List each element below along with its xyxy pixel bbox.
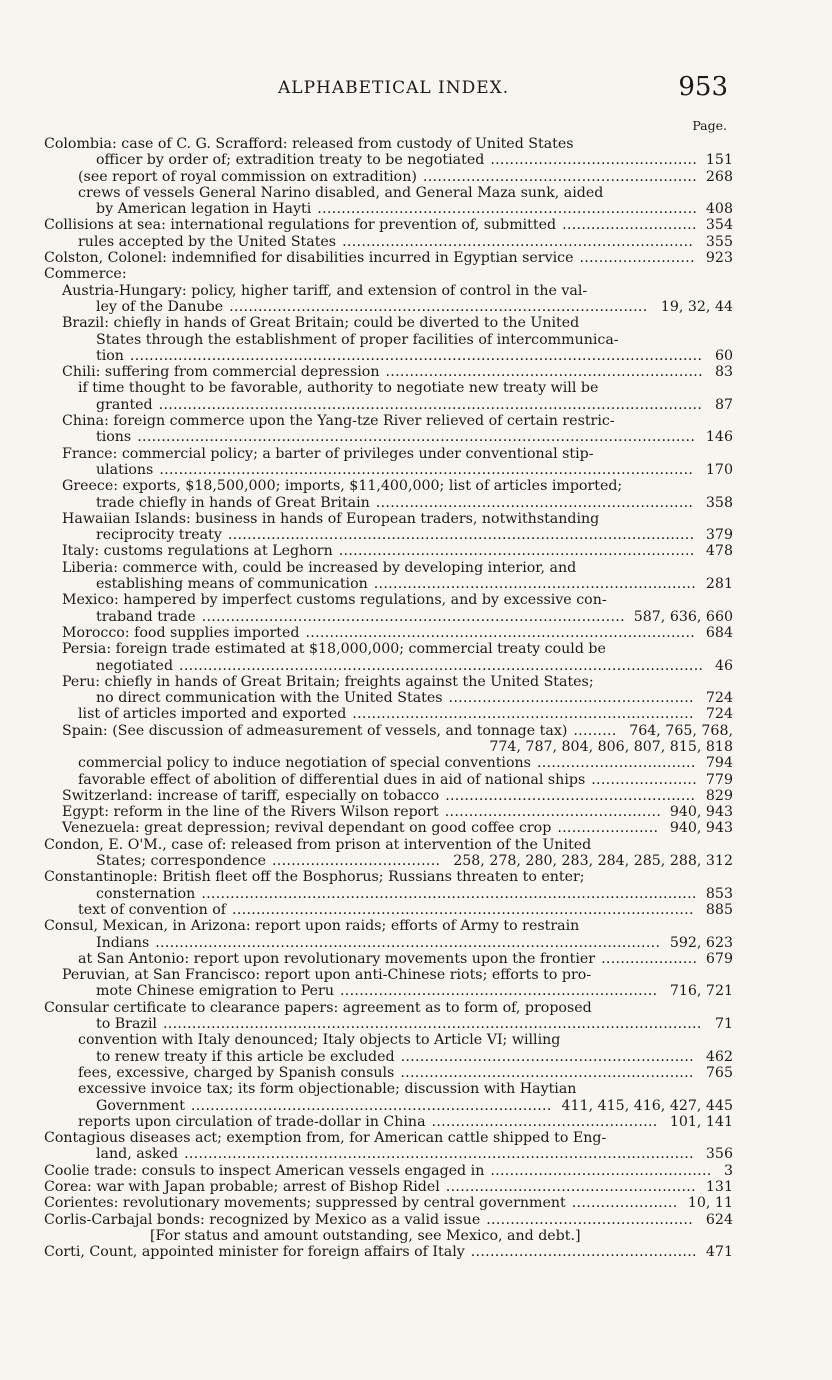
dot-leader: .................................................................. <box>385 364 703 381</box>
entry-text: Consul, Mexican, in Arizona: report upon raids; efforts of Army to restrain <box>44 918 580 935</box>
entry-page-ref: 131 <box>705 1179 733 1195</box>
entry-page-ref: 170 <box>705 461 733 478</box>
dot-leader: ............................ <box>562 217 697 234</box>
index-line <box>0 560 832 576</box>
dot-leader: ...................... <box>571 1195 678 1212</box>
dot-leader: .................................................................................................................... <box>137 429 696 446</box>
index-line <box>0 136 832 152</box>
index-line <box>0 935 832 951</box>
dot-leader: ............................................... <box>470 1244 697 1261</box>
entry-text: Venezuela: great depression; revival dependant on good coffee crop <box>62 820 552 837</box>
index-line <box>0 185 832 201</box>
entry-text: Corea: war with Japan probable; arrest of Bishop Ridel <box>44 1179 440 1195</box>
index-line <box>0 576 832 592</box>
entry-page-ref: 87 <box>714 396 733 413</box>
entry-page-ref: 355 <box>705 233 733 250</box>
dot-leader: ................................................................................. <box>305 624 696 641</box>
index-line <box>0 788 832 804</box>
entry-text: ley of the Danube <box>96 298 224 315</box>
index-line <box>0 1163 832 1179</box>
entry-text: Colombia: case of C. G. Scrafford: released from custody of United States <box>44 136 574 152</box>
dot-leader: ............................................................. <box>400 1064 694 1081</box>
entry-page-ref: 478 <box>705 543 733 560</box>
entry-text: by American legation in Hayti <box>96 201 312 218</box>
dot-leader: ................................................................................................ <box>232 901 694 918</box>
entry-text: Constantinople: British fleet off the Bosphorus; Russians threaten to enter; <box>44 869 585 886</box>
entry-page-ref: 774, 787, 804, 806, 807, 815, 818 <box>489 738 733 755</box>
dot-leader: ............................................................. <box>400 1048 694 1065</box>
entry-text: favorable effect of abolition of differential dues in aid of national ships <box>78 771 586 788</box>
entry-text: Commerce: <box>44 266 127 283</box>
entry-text: Austria-Hungary: policy, higher tariff, and extension of control in the val- <box>62 282 588 299</box>
entry-text: granted <box>96 396 153 413</box>
entry-text: Collisions at sea: international regulations for prevention of, submitted <box>44 217 557 234</box>
index-line <box>0 397 832 413</box>
index-line <box>0 478 832 494</box>
entry-text: at San Antonio: report upon revolutionary movements upon the frontier <box>78 950 596 967</box>
index-line <box>0 152 832 168</box>
entry-page-ref: 764, 765, 768, <box>629 722 733 739</box>
index-line <box>0 641 832 657</box>
entry-page-ref: 101, 141 <box>669 1113 733 1130</box>
entry-text: no direct communication with the United States <box>96 690 443 707</box>
dot-leader: ......................................................................... <box>342 233 694 250</box>
dot-leader: ................................................................................................................. <box>158 396 703 413</box>
entry-text: land, asked <box>96 1146 179 1163</box>
index-line <box>0 217 832 233</box>
entry-page-ref: 853 <box>705 885 733 902</box>
dot-leader: ............................................................................................................... <box>159 461 694 478</box>
index-line <box>0 674 832 690</box>
entry-page-ref: 624 <box>705 1211 733 1228</box>
index-line <box>0 804 832 820</box>
entry-page-ref: 940, 943 <box>669 804 733 821</box>
entry-page-ref: 46 <box>714 657 733 674</box>
index-line <box>0 250 832 266</box>
index-line <box>0 983 832 999</box>
entry-text: if time thought to be favorable, authority to negotiate new treaty will be <box>78 380 599 397</box>
index-line <box>0 658 832 674</box>
index-line <box>0 446 832 462</box>
index-line <box>0 1179 832 1195</box>
entry-page-ref: 146 <box>705 429 733 446</box>
index-line <box>0 755 832 771</box>
entry-page-ref: 379 <box>705 527 733 544</box>
dot-leader: ................................................................................................. <box>227 527 695 544</box>
dot-leader: .................................................................. <box>339 983 658 1000</box>
entry-text: convention with Italy denounced; Italy objects to Article VI; willing <box>78 1032 561 1049</box>
page-column-label: Page. <box>692 118 727 133</box>
dot-leader: ........................ <box>579 250 695 267</box>
entry-page-ref: 765 <box>705 1064 733 1081</box>
index-line <box>0 739 832 755</box>
index-line <box>0 886 832 902</box>
index-line <box>0 869 832 885</box>
entry-text: Hawaiian Islands: business in hands of European traders, notwithstanding <box>62 510 600 527</box>
entry-text: States through the establishment of proper facilities of intercommunica- <box>96 331 619 348</box>
index-line <box>0 918 832 934</box>
index-line <box>0 951 832 967</box>
index-line <box>0 283 832 299</box>
entry-page-ref: 684 <box>705 624 733 641</box>
entry-text: rules accepted by the United States <box>78 233 337 250</box>
entry-text: Mexico: hampered by imperfect customs regulations, and by excessive con- <box>62 592 607 609</box>
entry-page-ref: 281 <box>705 576 733 593</box>
index-line <box>0 690 832 706</box>
entry-page-ref: 471 <box>705 1244 733 1261</box>
entry-page-ref: 724 <box>705 706 733 723</box>
dot-leader: ............................................................................... <box>317 201 698 218</box>
entry-text: Morocco: food supplies imported <box>62 624 300 641</box>
entry-text: officer by order of; extradition treaty to be negotiated <box>96 152 485 169</box>
entry-text: France: commercial policy; a barter of privileges under conventional stip- <box>62 445 594 462</box>
entry-text: Switzerland: increase of tariff, especially on tobacco <box>62 787 440 804</box>
entry-text: trade chiefly in hands of Great Britain <box>96 494 370 511</box>
entry-page-ref: 19, 32, 44 <box>660 298 733 315</box>
entry-text: ulations <box>96 461 154 478</box>
entry-page-ref: 3 <box>723 1162 733 1179</box>
index-line <box>0 332 832 348</box>
entry-text: to renew treaty if this article be excluded <box>96 1048 395 1065</box>
entry-page-ref: 794 <box>705 755 733 772</box>
dot-leader: ................................................................................................................ <box>162 1016 702 1033</box>
entry-page-ref: 940, 943 <box>669 820 733 837</box>
index-line <box>0 511 832 527</box>
running-title: ALPHABETICAL INDEX. <box>278 78 510 98</box>
entry-text: Greece: exports, $18,500,000; imports, $11,400,000; list of articles imported; <box>62 478 623 495</box>
entry-text: Corti, Count, appointed minister for foreign affairs of Italy <box>44 1244 465 1261</box>
index-line <box>0 625 832 641</box>
index-line <box>0 429 832 445</box>
entry-page-ref: 679 <box>705 950 733 967</box>
index-line <box>0 1016 832 1032</box>
index-line <box>0 1130 832 1146</box>
entry-page-ref: 356 <box>705 1146 733 1163</box>
entry-text: tions <box>96 429 132 446</box>
entry-page-ref: 408 <box>705 201 733 218</box>
index-line <box>0 1098 832 1114</box>
entry-text: traband trade <box>96 608 196 625</box>
dot-leader: .............................................. <box>490 1162 712 1179</box>
entry-text: Corientes: revolutionary movements; suppressed by central government <box>44 1195 566 1212</box>
index-line <box>0 1212 832 1228</box>
dot-leader: ...................... <box>591 771 698 788</box>
index-line <box>0 234 832 250</box>
index-line <box>0 723 832 739</box>
entry-text: Liberia: commerce with, could be increased by developing interior, and <box>62 559 577 576</box>
entry-text: fees, excessive, charged by Spanish consuls <box>78 1064 395 1081</box>
entry-text: Corlis-Carbajal bonds: recognized by Mexico as a valid issue <box>44 1211 481 1228</box>
index-line <box>0 315 832 331</box>
index-line <box>0 706 832 722</box>
index-line <box>0 853 832 869</box>
index-line <box>0 201 832 217</box>
dot-leader: ........................................... <box>486 1211 694 1228</box>
dot-leader: ....................................................................... <box>352 706 694 723</box>
entry-text: mote Chinese emigration to Peru <box>96 983 334 1000</box>
index-line <box>0 820 832 836</box>
page-number: 953 <box>678 72 728 102</box>
entry-text: China: foreign commerce upon the Yang-tze River relieved of certain restric- <box>62 413 615 430</box>
entry-page-ref: 411, 415, 416, 427, 445 <box>561 1097 733 1114</box>
entry-page-ref: 829 <box>705 787 733 804</box>
index-line <box>0 1244 832 1260</box>
entry-text: Peruvian, at San Francisco: report upon anti-Chinese riots; efforts to pro- <box>62 967 592 984</box>
entry-text: Contagious diseases act; exemption from, for American cattle shipped to Eng- <box>44 1130 607 1147</box>
dot-leader: ........................................... <box>490 152 698 169</box>
entry-text: negotiated <box>96 657 174 674</box>
index-line <box>0 1195 832 1211</box>
index-line <box>0 299 832 315</box>
index-line <box>0 495 832 511</box>
entry-text: Condon, E. O'M., case of: released from prison at intervention of the United <box>44 836 592 853</box>
entry-page-ref: 462 <box>705 1048 733 1065</box>
entry-page-ref: 151 <box>705 152 733 169</box>
index-line <box>0 772 832 788</box>
entry-page-ref: 923 <box>705 250 733 267</box>
entry-text: Consular certificate to clearance papers: agreement as to form of, proposed <box>44 999 592 1016</box>
dot-leader: .................................................... <box>445 1179 696 1195</box>
dot-leader: ......................................................... <box>422 168 698 185</box>
index-line <box>0 1000 832 1016</box>
dot-leader: ............................................................................................................. <box>179 657 704 674</box>
index-line <box>0 348 832 364</box>
entry-text: to Brazil <box>96 1016 157 1033</box>
index-line <box>0 1146 832 1162</box>
entry-page-ref: 268 <box>705 168 733 185</box>
entry-text: [For status and amount outstanding, see Mexico, and debt.] <box>150 1227 581 1244</box>
index-line <box>0 543 832 559</box>
index-line <box>0 592 832 608</box>
page-header <box>0 72 832 108</box>
entry-text: excessive invoice tax; its form objectionable; discussion with Haytian <box>78 1081 577 1098</box>
index-line <box>0 1114 832 1130</box>
dot-leader: ................................. <box>536 755 696 772</box>
dot-leader: .......................................................................... <box>338 543 695 560</box>
dot-leader: ............................................... <box>431 1113 658 1130</box>
dot-leader: ......................................................................................................... <box>155 934 661 951</box>
entry-page-ref: 592, 623 <box>669 934 733 951</box>
entry-text: tion <box>96 347 124 364</box>
entry-page-ref: 716, 721 <box>669 983 733 1000</box>
index-line <box>0 1049 832 1065</box>
index-line <box>0 1032 832 1048</box>
index-line <box>0 837 832 853</box>
entry-page-ref: 358 <box>705 494 733 511</box>
dot-leader: .................... <box>601 950 698 967</box>
entry-page-ref: 779 <box>705 771 733 788</box>
dot-leader: ................................................... <box>448 690 694 707</box>
dot-leader: ........................................................................... <box>190 1097 552 1114</box>
entry-text: list of articles imported and exported <box>78 706 347 723</box>
entry-text: Peru: chiefly in hands of Great Britain; freights against the United States; <box>62 673 594 690</box>
entry-page-ref: 587, 636, 660 <box>633 608 733 625</box>
entry-text: Government <box>96 1097 185 1114</box>
dot-leader: ..................... <box>557 820 659 837</box>
entry-text: consternation <box>96 885 196 902</box>
dot-leader: ......... <box>573 722 617 739</box>
entry-page-ref: 354 <box>705 217 733 234</box>
entry-page-ref: 724 <box>705 690 733 707</box>
entry-text: Brazil: chiefly in hands of Great Britain; could be diverted to the United <box>62 315 580 332</box>
entry-text: Coolie trade: consuls to inspect American vessels engaged in <box>44 1162 485 1179</box>
entry-text: establishing means of communication <box>96 576 368 593</box>
dot-leader: ....................................................................................................... <box>201 885 697 902</box>
entry-page-ref: 258, 278, 280, 283, 284, 285, 288, 312 <box>453 853 733 870</box>
entry-page-ref: 885 <box>705 901 733 918</box>
entry-text: reciprocity treaty <box>96 527 222 544</box>
index-line <box>0 413 832 429</box>
index-line <box>0 364 832 380</box>
entry-text: Colston, Colonel: indemnified for disabilities incurred in Egyptian service <box>44 250 574 267</box>
index-line <box>0 527 832 543</box>
index-line <box>0 1065 832 1081</box>
dot-leader: ................................................................... <box>373 576 697 593</box>
entry-text: Spain: (See discussion of admeasurement of vessels, and tonnage tax) <box>62 722 568 739</box>
entry-page-ref: 71 <box>714 1016 733 1033</box>
entry-text: Chili: suffering from commercial depression <box>62 364 380 381</box>
entry-page-ref: 83 <box>714 364 733 381</box>
dot-leader: ........................................................................................ <box>201 608 625 625</box>
dot-leader: ....................................................................................... <box>229 298 648 315</box>
dot-leader: ............................................. <box>444 804 662 821</box>
index-line <box>0 1081 832 1097</box>
dot-leader: ....................................................................................................................... <box>129 347 703 364</box>
index-line <box>0 380 832 396</box>
entry-text: commercial policy to induce negotiation of special conventions <box>78 755 531 772</box>
entry-text: reports upon circulation of trade-dollar in China <box>78 1113 426 1130</box>
entry-page-ref: 60 <box>714 347 733 364</box>
dot-leader: .................................................... <box>445 787 696 804</box>
entry-text: States; correspondence <box>96 853 266 870</box>
entry-text: Indians <box>96 934 150 951</box>
entry-page-ref: 10, 11 <box>687 1195 733 1212</box>
index-line <box>0 609 832 625</box>
dot-leader: ................................... <box>272 853 441 870</box>
index-line <box>0 902 832 918</box>
entry-text: text of convention of <box>78 901 227 918</box>
index-line <box>0 462 832 478</box>
index-line <box>0 266 832 282</box>
index-entries <box>0 136 832 1260</box>
entry-text: (see report of royal commission on extradition) <box>78 168 417 185</box>
entry-text: Persia: foreign trade estimated at $18,000,000; commercial treaty could be <box>62 641 606 658</box>
index-line <box>0 1228 832 1244</box>
index-line <box>0 169 832 185</box>
dot-leader: .................................................................. <box>375 494 694 511</box>
entry-text: crews of vessels General Narino disabled, and General Maza sunk, aided <box>78 184 604 201</box>
entry-text: Italy: customs regulations at Leghorn <box>62 543 333 560</box>
entry-text: Egypt: reform in the line of the Rivers Wilson report <box>62 804 439 821</box>
dot-leader: .......................................................................................................... <box>184 1146 694 1163</box>
index-line <box>0 967 832 983</box>
